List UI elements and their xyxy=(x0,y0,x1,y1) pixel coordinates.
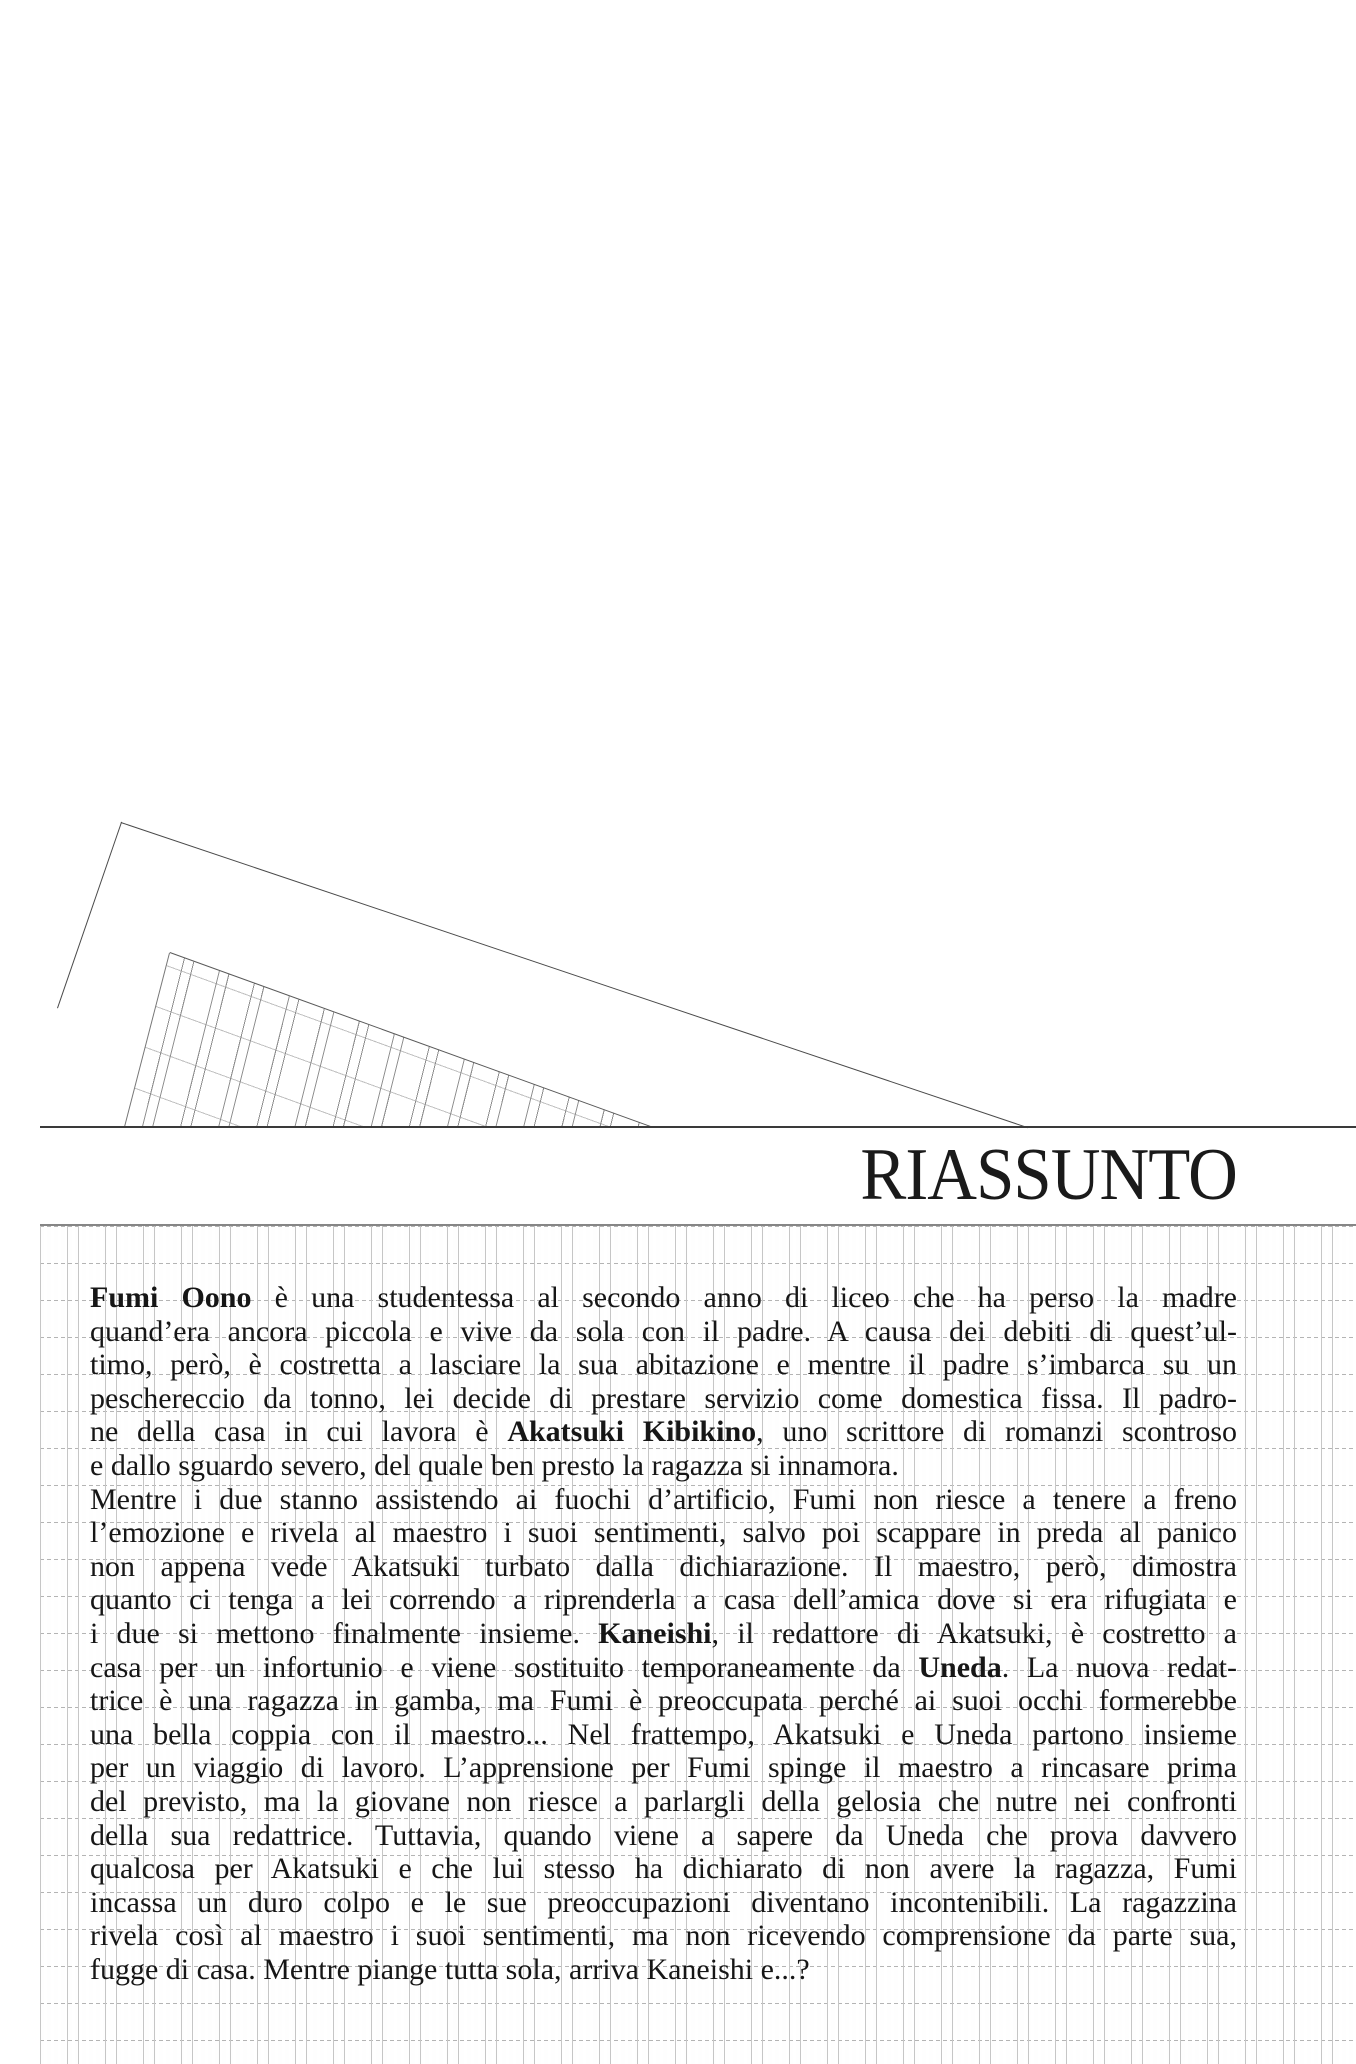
text-segment: una bella coppia con il maestro... Nel frattempo, Akatsuki e Uneda partono insieme xyxy=(90,1717,1237,1751)
art-line-left-edge xyxy=(57,822,122,1009)
text-line xyxy=(90,1819,1237,1853)
text-line xyxy=(90,1550,1237,1584)
text-segment: per un viaggio di lavoro. L’apprensione per Fumi spinge il maestro a rincasare prima xyxy=(90,1751,1237,1785)
text-segment: della sua redattrice. Tuttavia, quando viene a sapere da Uneda che prova davvero xyxy=(90,1818,1237,1852)
text-line xyxy=(90,1684,1237,1718)
text-line xyxy=(90,1516,1237,1550)
page-title: RIASSUNTO xyxy=(860,1134,1237,1216)
text-line xyxy=(90,1315,1237,1349)
text-segment: incassa un duro colpo e le sue preoccupazioni diventano incontenibili. La ragazzina xyxy=(90,1885,1237,1919)
character-name: Uneda xyxy=(918,1650,1002,1684)
text-segment: ne della casa in cui lavora è xyxy=(90,1415,508,1449)
text-line xyxy=(90,1617,1237,1651)
text-segment: quanto ci tenga a lei correndo a riprenderla a casa dell’amica dove si era rifugiata e xyxy=(90,1583,1237,1617)
text-line xyxy=(90,1382,1237,1416)
text-segment: peschereccio da tonno, lei decide di prestare servizio come domestica fissa. Il padro- xyxy=(90,1381,1237,1415)
text-segment: fugge di casa. Mentre piange tutta sola, arriva Kaneishi e...? xyxy=(90,1952,810,1986)
text-line xyxy=(90,1919,1237,1953)
text-segment: quand’era ancora piccola e vive da sola con il padre. A causa dei debiti di quest’ul- xyxy=(90,1314,1237,1348)
horizontal-rule xyxy=(40,1126,1356,1128)
summary-text xyxy=(90,1281,1237,1986)
text-line xyxy=(90,1281,1237,1315)
text-segment: Mentre i due stanno assistendo ai fuochi d’artificio, Fumi non riesce a tenere a freno xyxy=(90,1482,1237,1516)
text-line xyxy=(90,1415,1237,1449)
text-segment: i due si mettono finalmente insieme. xyxy=(90,1616,599,1650)
text-segment: timo, però, è costretta a lasciare la sua abitazione e mentre il padre s’imbarca su un xyxy=(90,1348,1237,1382)
text-segment: . La nuova redat- xyxy=(1001,1650,1237,1684)
text-segment: , uno scrittore di romanzi scontroso xyxy=(756,1415,1237,1449)
text-segment: l’emozione e rivela al maestro i suoi sentimenti, salvo poi scappare in preda al panico xyxy=(90,1516,1237,1550)
character-name: Fumi Oono xyxy=(90,1281,252,1314)
text-line xyxy=(90,1483,1237,1517)
text-segment: è una studentessa al secondo anno di liceo che ha perso la madre xyxy=(251,1281,1237,1314)
text-segment: e dallo sguardo severo, del quale ben presto la ragazza si innamora. xyxy=(90,1448,899,1482)
text-segment: del previsto, ma la giovane non riesce a parlargli della gelosia che nutre nei confronti xyxy=(90,1784,1237,1818)
art-hatched-wall xyxy=(120,950,656,1128)
text-line xyxy=(90,1583,1237,1617)
text-line xyxy=(90,1348,1237,1382)
text-segment: casa per un infortunio e viene sostituito temporaneamente da xyxy=(90,1650,919,1684)
character-name: Kaneishi xyxy=(598,1616,712,1650)
character-name: Akatsuki Kibikino xyxy=(507,1415,757,1449)
text-segment: qualcosa per Akatsuki e che lui stesso ha dichiarato di non avere la ragazza, Fumi xyxy=(90,1852,1237,1886)
text-line xyxy=(90,1449,1237,1483)
text-segment: , il redattore di Akatsuki, è costretto a xyxy=(711,1616,1237,1650)
text-line xyxy=(90,1852,1237,1886)
text-segment: non appena vede Akatsuki turbato dalla dichiarazione. Il maestro, però, dimostra xyxy=(90,1549,1237,1583)
text-line xyxy=(90,1785,1237,1819)
text-line xyxy=(90,1718,1237,1752)
text-line xyxy=(90,1886,1237,1920)
text-line xyxy=(90,1953,1237,1987)
text-segment: trice è una ragazza in gamba, ma Fumi è preoccupata perché ai suoi occhi formerebbe xyxy=(90,1684,1237,1718)
text-line xyxy=(90,1751,1237,1785)
text-segment: rivela così al maestro i suoi sentimenti, ma non ricevendo comprensione da parte sua, xyxy=(90,1919,1237,1953)
text-line xyxy=(90,1651,1237,1685)
